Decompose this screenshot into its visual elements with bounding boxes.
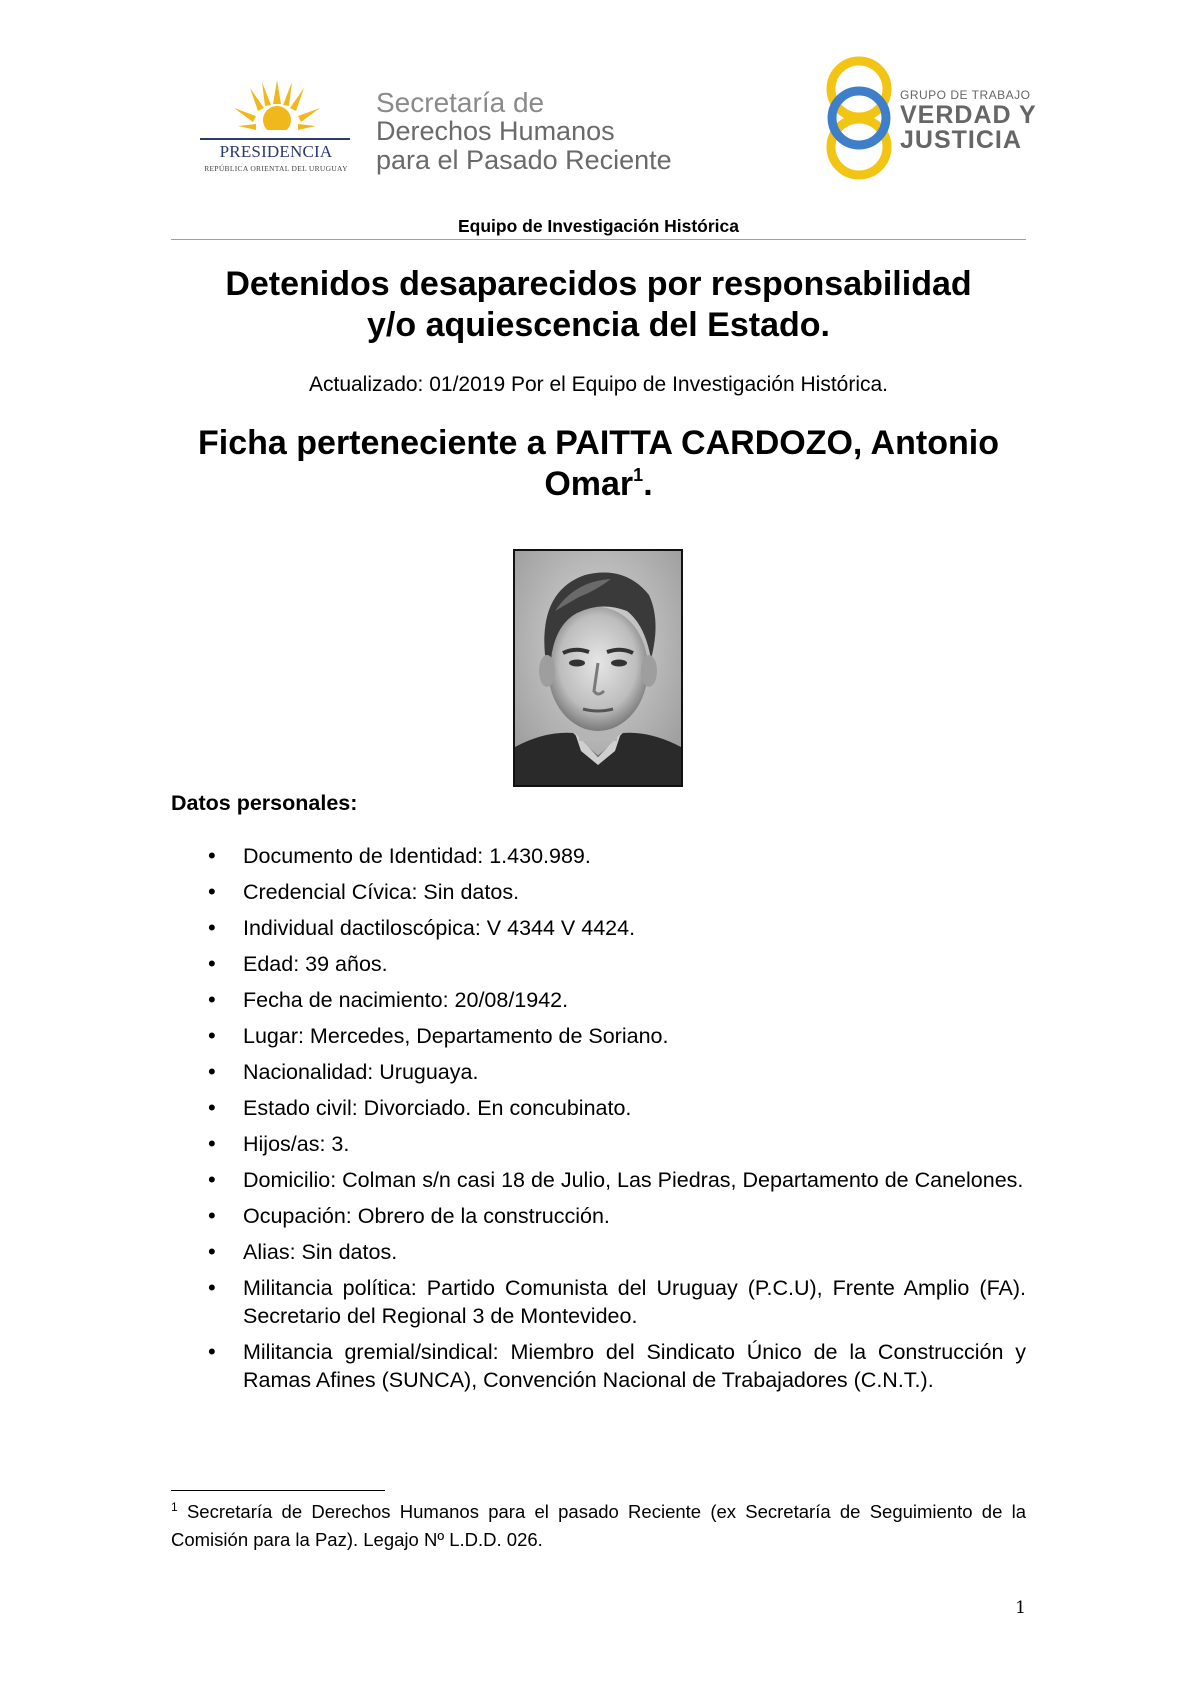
list-item: • Edad: 39 años.	[171, 950, 1026, 978]
main-title-line-1: Detenidos desaparecidos por responsabilidad	[225, 265, 972, 303]
secretaria-logo	[376, 88, 706, 175]
header-rule	[171, 239, 1026, 240]
personal-data-list	[171, 842, 1026, 1402]
footnote-reference[interactable]: 1	[633, 464, 644, 485]
rings-icon	[822, 56, 896, 180]
presidencia-logo	[196, 80, 356, 180]
grupo-small-label: GRUPO DE TRABAJO	[900, 88, 1031, 102]
list-item: • Militancia gremial/sindical: Miembro del Sindicato Único de la Construcción y Ramas Afines (SUNCA), Convención Nacional de Trabajadores (C.N.T.).	[171, 1338, 1026, 1394]
portrait-photo	[513, 549, 683, 787]
subject-title-line-2: Omar	[544, 465, 634, 503]
secretaria-line-3: para el Pasado Reciente	[376, 145, 672, 175]
footnote-number: 1	[171, 1499, 178, 1514]
personal-data-heading: Datos personales:	[171, 791, 358, 815]
presidencia-rule	[200, 138, 350, 140]
list-item: • Estado civil: Divorciado. En concubinato.	[171, 1094, 1026, 1122]
footnote	[171, 1498, 1026, 1554]
main-title-line-2: y/o aquiescencia del Estado.	[367, 306, 830, 344]
updated-note: Actualizado: 01/2019 Por el Equipo de Investigación Histórica.	[308, 373, 889, 396]
subject-title-end: .	[643, 465, 653, 503]
presidencia-name: PRESIDENCIA	[219, 142, 333, 161]
list-item: • Militancia política: Partido Comunista del Uruguay (P.C.U), Frente Amplio (FA). Secretario del Regional 3 de Montevideo.	[171, 1274, 1026, 1330]
secretaria-line-2: Derechos Humanos	[376, 116, 615, 146]
list-item: • Documento de Identidad: 1.430.989.	[171, 842, 1026, 870]
team-header: Equipo de Investigación Histórica	[457, 216, 740, 236]
secretaria-line-1: Secretaría de	[376, 87, 545, 118]
presidencia-subtitle: REPÚBLICA ORIENTAL DEL URUGUAY	[204, 164, 348, 173]
grupo-line-2: JUSTICIA	[900, 126, 1022, 154]
list-item: • Domicilio: Colman s/n casi 18 de Julio, Las Piedras, Departamento de Canelones.	[171, 1166, 1026, 1194]
subject-title	[171, 423, 1026, 505]
list-item: • Individual dactiloscópica: V 4344 V 4424.	[171, 914, 1026, 942]
list-item: • Nacionalidad: Uruguaya.	[171, 1058, 1026, 1086]
verdad-justicia-logo	[822, 56, 1037, 182]
list-item: • Fecha de nacimiento: 20/08/1942.	[171, 986, 1026, 1014]
list-item: • Hijos/as: 3.	[171, 1130, 1026, 1158]
grupo-line-1: VERDAD Y	[900, 101, 1037, 129]
main-title	[171, 264, 1026, 346]
list-item: • Credencial Cívica: Sin datos.	[171, 878, 1026, 906]
page-number: 1	[1015, 1598, 1026, 1618]
subject-title-line-1: Ficha perteneciente a PAITTA CARDOZO, Antonio	[198, 424, 999, 462]
list-item: • Ocupación: Obrero de la construcción.	[171, 1202, 1026, 1230]
portrait-image	[515, 551, 681, 785]
footnote-text: Secretaría de Derechos Humanos para el pasado Reciente (ex Secretaría de Seguimiento de la Comisión para la Paz). Legajo Nº L.D.D. 026.	[171, 1501, 1027, 1550]
list-item: • Alias: Sin datos.	[171, 1238, 1026, 1266]
list-item: • Lugar: Mercedes, Departamento de Soriano.	[171, 1022, 1026, 1050]
footnote-rule	[171, 1490, 385, 1491]
